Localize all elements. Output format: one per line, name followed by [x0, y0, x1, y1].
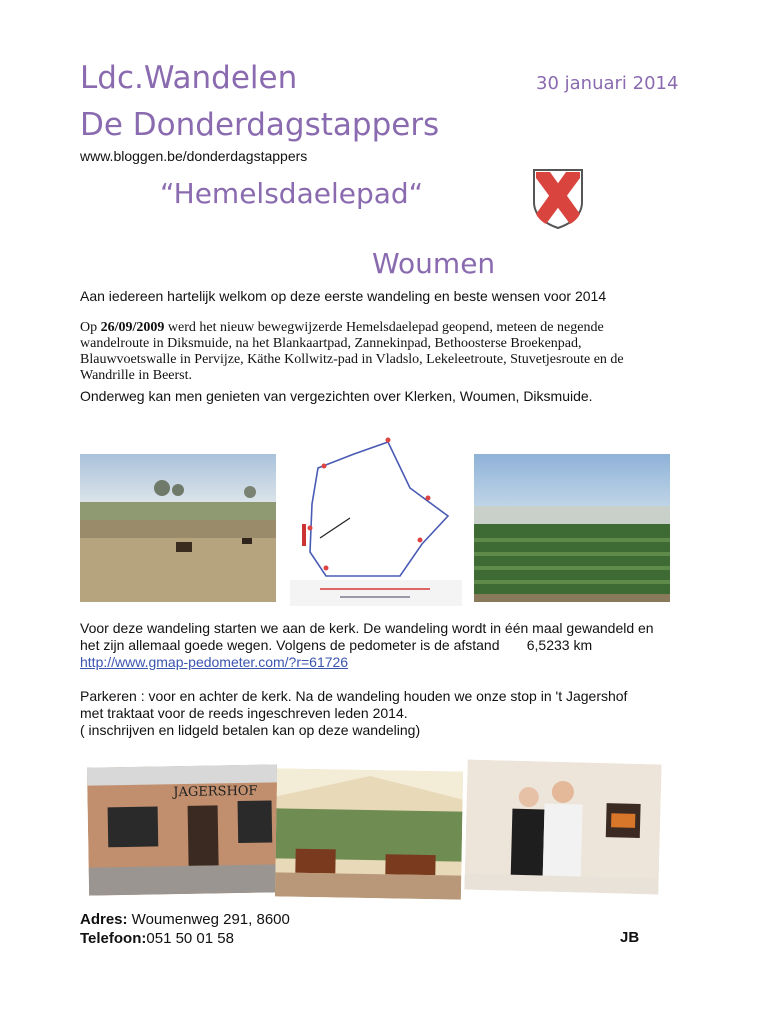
route-map — [290, 428, 462, 606]
phone-value: 051 50 01 58 — [146, 930, 234, 947]
terrace-photo — [275, 768, 463, 899]
svg-text:JAGERSHOF: JAGERSHOF — [173, 783, 258, 801]
welcome-text: Aan iedereen hartelijk welkom op deze eerste wandeling en beste wensen voor 2014 — [80, 288, 607, 304]
blog-url: www.bloggen.be/donderdagstappers — [80, 148, 308, 164]
address-value: Woumenweg 291, 8600 — [127, 911, 290, 928]
coat-of-arms-icon — [530, 166, 586, 230]
start-paragraph: Voor deze wandeling starten we aan de kerk. De wandeling wordt in één maal gewandeld en het zijn allemaal goede wegen. Volgens de pedometer is de afstand 6,5233 km http://www.gmap-pedometer.com/?r=61726 — [80, 620, 654, 670]
intro-paragraph: Op 26/09/2009 werd het nieuw bewegwijzerde Hemelsdaelepad geopend, meteen de negende wandelroute in Diksmuide, na het Blankaartpad, Zannekinpad, Bethoosterse Broekenpad, Blauwvoetswalle in Pervijze, Käthe Kollwitz-pad in Vladslo, Lekeleetroute, Stuvetjesroute en de Wandrille in Beerst. — [80, 320, 624, 383]
club-name: De Donderdagstappers — [80, 107, 440, 143]
walk-date: 30 januari 2014 — [536, 73, 679, 94]
views-text: Onderweg kan men genieten van vergezichten over Klerken, Woumen, Diksmuide. — [80, 388, 593, 404]
restaurant-exterior-photo — [87, 764, 279, 895]
parking-paragraph: Parkeren : voor en achter de kerk. Na de wandeling houden we onze stop in 't Jagershof met traktaat voor de reeds ingeschreven leden 2014. ( inschrijven en lidgeld betalen kan op deze wandeling) — [80, 688, 628, 738]
route-name: “Hemelsdaelepad“ — [160, 177, 424, 210]
crops-photo — [474, 454, 670, 602]
field-photo — [80, 454, 276, 602]
distance-value: 6,5233 km — [526, 637, 593, 653]
author-initials: JB — [620, 929, 640, 946]
route-place: Woumen — [372, 247, 496, 280]
contact-block: Adres: Woumenweg 291, 8600 Telefoon:051 50 01 58 — [80, 911, 290, 947]
page-title: Ldc.Wandelen — [80, 60, 298, 96]
hosts-photo — [464, 759, 661, 894]
pedometer-link[interactable]: http://www.gmap-pedometer.com/?r=61726 — [80, 654, 349, 670]
